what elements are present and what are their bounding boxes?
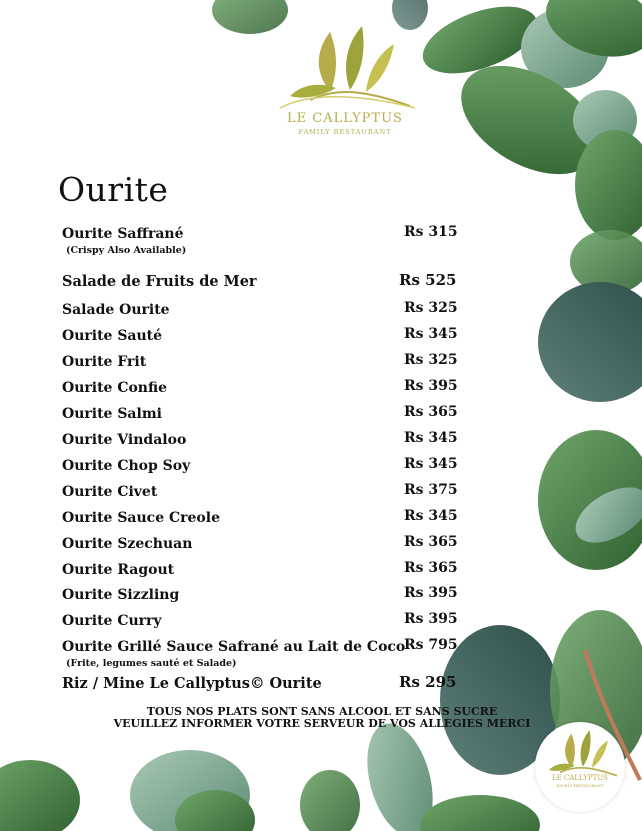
menu-item-price: Rs 345 xyxy=(404,508,458,524)
logo-brand-name: LE CALLYPTUS xyxy=(287,111,403,126)
menu-item-name: Ourite Curry xyxy=(62,613,162,629)
menu-item-price: Rs 315 xyxy=(404,224,458,240)
menu-item xyxy=(62,510,462,532)
menu-item-name: Ourite Salmi xyxy=(62,406,162,422)
menu-item xyxy=(62,302,462,324)
menu-item-price: Rs 395 xyxy=(404,585,458,601)
menu-item xyxy=(62,675,462,697)
menu-item xyxy=(62,354,462,376)
logo-badge-tagline: FAMILY RESTAURANT xyxy=(556,783,604,788)
logo-tagline: FAMILY RESTAURANT xyxy=(298,128,392,136)
menu-item xyxy=(62,562,462,584)
menu-item-name: Ourite Grillé Sauce Safrané au Lait de Coco xyxy=(62,639,406,655)
menu-item-name: Ourite Sizzling xyxy=(62,587,180,603)
menu-item-price: Rs 295 xyxy=(399,673,457,691)
logo-badge-brand: LE CALLYPTUS xyxy=(552,774,608,782)
menu-item xyxy=(62,587,462,609)
menu-item xyxy=(62,637,462,669)
menu-item-price: Rs 325 xyxy=(404,352,458,368)
menu-item-name: Ourite Ragout xyxy=(62,562,175,578)
menu-item-price: Rs 345 xyxy=(404,326,458,342)
menu-item-price: Rs 525 xyxy=(399,271,457,289)
menu-item xyxy=(62,458,462,480)
menu-item-price: Rs 375 xyxy=(404,482,458,498)
menu-item-price: Rs 365 xyxy=(404,534,458,550)
menu-item-name: Salade de Fruits de Mer xyxy=(62,273,257,290)
allergy-notice xyxy=(80,706,564,729)
menu-item-price: Rs 395 xyxy=(404,611,458,627)
menu-item xyxy=(62,224,462,256)
menu-item xyxy=(62,273,462,295)
menu-item-price: Rs 365 xyxy=(404,404,458,420)
menu-item-price: Rs 345 xyxy=(404,456,458,472)
menu-item-name: Ourite Chop Soy xyxy=(62,458,191,474)
menu-item xyxy=(62,536,462,558)
menu-item-note: (Crispy Also Available) xyxy=(66,245,187,256)
menu-section-title: Ourite xyxy=(58,170,169,209)
menu-item-name: Ourite Vindaloo xyxy=(62,432,187,448)
menu-item-note: (Frite, legumes sauté et Salade) xyxy=(66,658,237,669)
menu-item xyxy=(62,613,462,635)
olive-branch-icon xyxy=(535,728,625,778)
menu-item-price: Rs 395 xyxy=(404,378,458,394)
notice-line-2: VEUILLEZ INFORMER VOTRE SERVEUR DE VOS ALLEGIES MERCI xyxy=(113,716,531,730)
menu-item-name: Ourite Szechuan xyxy=(62,536,193,552)
menu-item-name: Ourite Civet xyxy=(62,484,158,500)
menu-item-price: Rs 365 xyxy=(404,560,458,576)
menu-item-name: Salade Ourite xyxy=(62,302,170,318)
menu-item-price: Rs 345 xyxy=(404,430,458,446)
menu-item-price: Rs 325 xyxy=(404,300,458,316)
menu-item xyxy=(62,406,462,428)
menu-item-name: Ourite Confie xyxy=(62,380,168,396)
menu-item-name: Ourite Frit xyxy=(62,354,147,370)
restaurant-logo-badge xyxy=(535,722,625,812)
notice-line-1: TOUS NOS PLATS SONT SANS ALCOOL ET SANS SUCRE xyxy=(146,705,498,718)
menu-item xyxy=(62,484,462,506)
menu-item-name: Ourite Saffrané xyxy=(62,226,184,242)
menu-item-name: Ourite Sauté xyxy=(62,328,163,344)
menu-item-name: Ourite Sauce Creole xyxy=(62,510,220,526)
menu-item-name: Riz / Mine Le Callyptus© Ourite xyxy=(62,675,322,692)
menu-item-price: Rs 795 xyxy=(404,637,458,653)
menu-item xyxy=(62,380,462,402)
menu-item xyxy=(62,328,462,350)
menu-item xyxy=(62,432,462,454)
